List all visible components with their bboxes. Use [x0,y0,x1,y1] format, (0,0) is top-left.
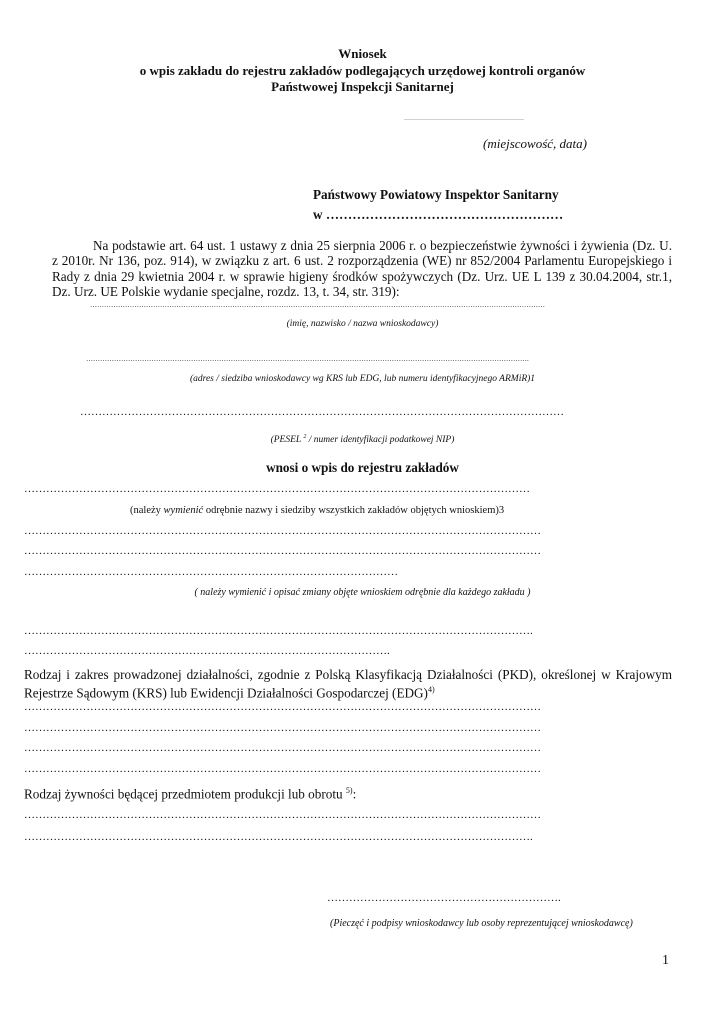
legal-basis-paragraph: Na podstawie art. 64 ust. 1 ustawy z dnia 25 sierpnia 2006 r. o bezpieczeństwie żywności i żywienia (Dz. U. z 2010r. Nr 136, poz. 914), w związku z art. 6 ust. 2 rozporządzenia (WE) nr 852/2004 Parlamentu Europejskiego i Rady z dnia 29 kwietnia 2004 r. w sprawie higieny środków spożywczych (Dz. Urz. UE L 139 z 30.04.2004, str.1, Dz. Urz. UE Polskie wydanie specjalne, rozdz. 13, t. 34, str. 319): [52,238,672,300]
addressee-title: Państwowy Powiatowy Inspektor Sanitarny [313,187,559,202]
establishments-note: (należy wymienić odrębnie nazwy i siedziby wszystkich zakładów objętych wnioskiem)3 [130,505,505,516]
form-title-line3: Państwowej Inspekcji Sanitarnej [271,79,454,94]
establishments-field-2[interactable]: …………………………………………………………………………………………………………………………… [24,525,541,537]
pesel-nip-field[interactable]: …………………………………………………………………………………………………………………… [80,406,564,418]
addressee-location-field[interactable]: w ……………………………………………… [313,207,564,222]
activity-paragraph: Rodzaj i zakres prowadzonej działalności, zgodnie z Polską Klasyfikacją Działalności (PKD), określonej w Krajowym Rejestrze Sądowym (KRS) lub Ewidencji Działalności Gospodarczej (EDG)$^{4)}$ [24,667,672,701]
applicant-name-field[interactable]: …………………………………………………………………………………………………………………………………………………………………………… [90,301,545,309]
form-title-line2: o wpis zakładu do rejestru zakładów podlegających urzędowej kontroli organów [139,63,586,78]
applicant-address-caption: (adres / siedziba wnioskodawcy wg KRS lub EDG, lub numeru identyfikacyjnego ARMiR)1 [189,374,536,384]
page-number: 1 [662,953,669,968]
food-type-field-2[interactable]: …………………………………………………………………………………………………………………………. [24,831,533,843]
changes-field-1[interactable]: …………………………………………………………………………………………………………………………. [24,625,533,637]
changes-field-2[interactable]: ………………………………………………………………………………………. [24,645,390,657]
form-title: Wniosek [338,46,387,61]
applicant-address-field[interactable]: ………………………………………………………………………………………………………………………………………………………………………. [86,355,529,363]
establishments-field-1[interactable]: ………………………………………………………………………………………………………………………… [24,483,530,495]
activity-field-1[interactable]: …………………………………………………………………………………………………………………………… [24,701,541,713]
activity-field-2[interactable]: …………………………………………………………………………………………………………………………… [24,722,541,734]
signature-field[interactable]: ………………………………………………………. [327,892,561,904]
activity-field-3[interactable]: …………………………………………………………………………………………………………………………… [24,742,541,754]
establishments-field-3[interactable]: …………………………………………………………………………………………………………………………… [24,545,541,557]
applicant-name-caption: (imię, nazwisko / nazwa wnioskodawcy) [286,319,439,329]
activity-field-4[interactable]: …………………………………………………………………………………………………………………………… [24,763,541,775]
food-type-label: Rodzaj żywności będącej przedmiotem produkcji lub obrotu $^{5)}$: [24,786,357,802]
food-type-field-1[interactable]: …………………………………………………………………………………………………………………………… [24,809,541,821]
place-date-field[interactable]: …………………………………………………… [404,116,524,122]
changes-caption: ( należy wymienić i opisać zmiany objęte wnioskiem odrębnie dla każdego zakładu ) [194,587,531,598]
establishments-field-4[interactable]: ………………………………………………………………………………………… [24,566,398,578]
signature-caption: (Pieczęć i podpisy wnioskodawcy lub osoby reprezentującej wnioskodawcę) [330,918,633,929]
place-date-caption: (miejscowość, data) [483,136,587,151]
request-heading: wnosi o wpis do rejestru zakładów [266,460,459,475]
pesel-nip-caption: (PESEL $^2$ / numer identyfikacji podatkowej NIP) [270,434,455,446]
